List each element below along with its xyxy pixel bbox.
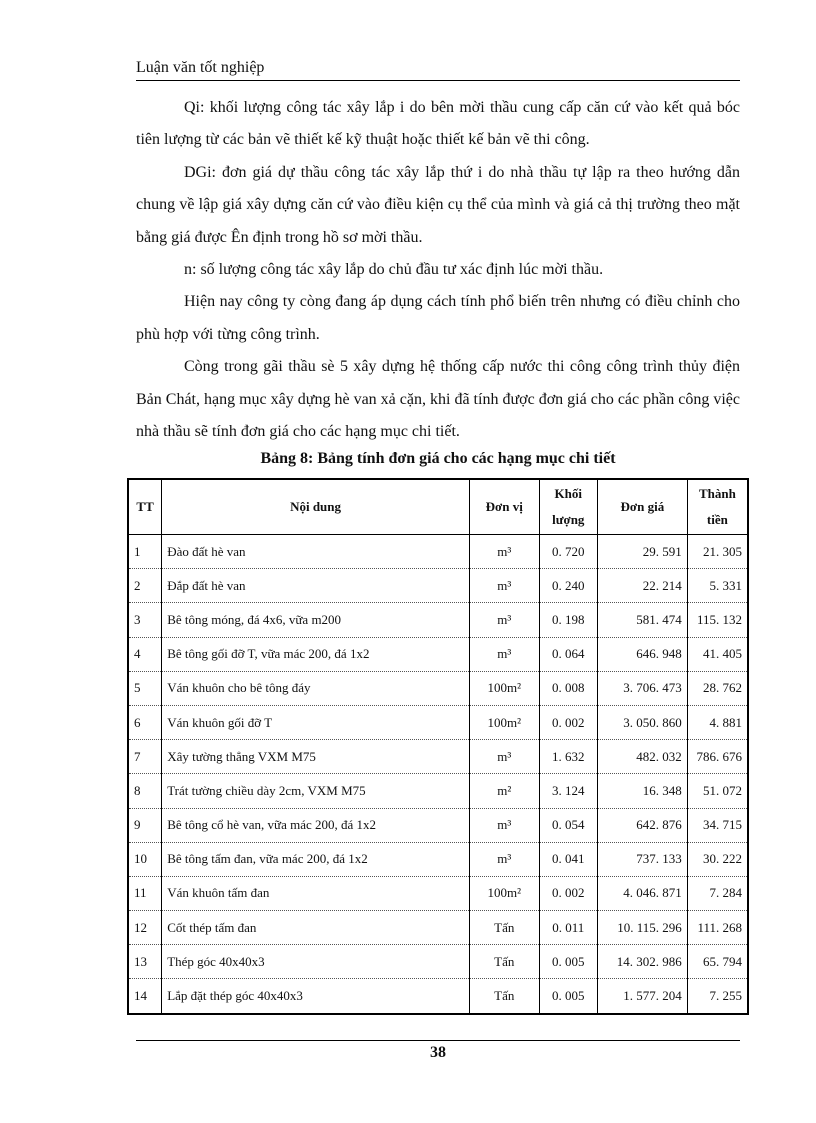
paragraph-package: Còng trong gãi thầu sè 5 xây dựng hệ thống cấp nước thi công công trình thủy điện Bản Chát, hạng mục xây dựng hè van xả cặn, khi đã tính được đơn giá cho các phần công việc nhà thầu sẽ tính đơn giá cho các hạng mục chi tiết. — [136, 358, 740, 441]
table-row — [128, 569, 748, 603]
cell-tt: 1 — [128, 535, 162, 569]
cell-don-vi: m³ — [469, 569, 539, 603]
cell-tt: 13 — [128, 945, 162, 979]
paragraph-qi: Qi: khối lượng công tác xây lắp i do bên mời thầu cung cấp căn cứ vào kết quả bóc tiên lượng từ các bản vẽ thiết kế kỹ thuật hoặc thiết kế bản vẽ thi công. — [136, 99, 740, 149]
cell-don-vi: 100m² — [469, 876, 539, 910]
table-row — [128, 876, 748, 910]
cell-khoi-luong: 0. 005 — [539, 979, 597, 1014]
cell-thanh-tien: 7. 255 — [687, 979, 748, 1014]
cell-khoi-luong: 0. 198 — [539, 603, 597, 637]
cell-khoi-luong: 0. 008 — [539, 671, 597, 705]
cell-don-gia: 3. 050. 860 — [597, 705, 687, 739]
cell-khoi-luong: 1. 632 — [539, 740, 597, 774]
cell-khoi-luong: 0. 011 — [539, 911, 597, 945]
cell-tt: 14 — [128, 979, 162, 1014]
cell-don-gia: 482. 032 — [597, 740, 687, 774]
table-row — [128, 671, 748, 705]
header-title: Luận văn tốt nghiệp — [136, 59, 265, 76]
cell-tt: 12 — [128, 911, 162, 945]
cell-noi-dung: Bê tông móng, đá 4x6, vữa m200 — [162, 603, 470, 637]
cell-don-vi: Tấn — [469, 979, 539, 1014]
cell-khoi-luong: 0. 041 — [539, 842, 597, 876]
cell-don-vi: Tấn — [469, 911, 539, 945]
table-row — [128, 637, 748, 671]
cell-thanh-tien: 30. 222 — [687, 842, 748, 876]
cell-thanh-tien: 28. 762 — [687, 671, 748, 705]
cell-noi-dung: Ván khuôn gối đỡ T — [162, 705, 470, 739]
unit-price-table — [127, 478, 749, 1015]
cell-don-gia: 581. 474 — [597, 603, 687, 637]
cell-tt: 4 — [128, 637, 162, 671]
header-tt: TT — [128, 479, 162, 535]
cell-don-gia: 16. 348 — [597, 774, 687, 808]
cell-thanh-tien: 4. 881 — [687, 705, 748, 739]
cell-khoi-luong: 0. 005 — [539, 945, 597, 979]
cell-don-vi: 100m² — [469, 705, 539, 739]
cell-don-vi: 100m² — [469, 671, 539, 705]
cell-don-vi: m³ — [469, 603, 539, 637]
cell-thanh-tien: 41. 405 — [687, 637, 748, 671]
table-row — [128, 774, 748, 808]
cell-don-gia: 22. 214 — [597, 569, 687, 603]
paragraph-n: n: số lượng công tác xây lắp do chủ đầu tư xác định lúc mời thầu. — [184, 261, 604, 279]
cell-don-gia: 14. 302. 986 — [597, 945, 687, 979]
cell-don-gia: 4. 046. 871 — [597, 876, 687, 910]
table-row — [128, 603, 748, 637]
cell-thanh-tien: 115. 132 — [687, 603, 748, 637]
cell-thanh-tien: 5. 331 — [687, 569, 748, 603]
cell-noi-dung: Đào đất hè van — [162, 535, 470, 569]
table-row — [128, 705, 748, 739]
header-don-vi: Đơn vị — [469, 479, 539, 535]
cell-thanh-tien: 51. 072 — [687, 774, 748, 808]
cell-don-gia: 10. 115. 296 — [597, 911, 687, 945]
cell-don-gia: 3. 706. 473 — [597, 671, 687, 705]
cell-tt: 10 — [128, 842, 162, 876]
cell-thanh-tien: 65. 794 — [687, 945, 748, 979]
table-row — [128, 979, 748, 1014]
cell-khoi-luong: 0. 054 — [539, 808, 597, 842]
cell-thanh-tien: 111. 268 — [687, 911, 748, 945]
cell-don-vi: m³ — [469, 535, 539, 569]
table-row — [128, 808, 748, 842]
cell-thanh-tien: 34. 715 — [687, 808, 748, 842]
cell-khoi-luong: 3. 124 — [539, 774, 597, 808]
cell-noi-dung: Đắp đất hè van — [162, 569, 470, 603]
cell-tt: 5 — [128, 671, 162, 705]
table-body — [128, 535, 748, 1014]
cell-noi-dung: Bê tông tấm đan, vữa mác 200, đá 1x2 — [162, 842, 470, 876]
paragraph-dgi: DGi: đơn giá dự thầu công tác xây lắp thứ i do nhà thầu tự lập ra theo hướng dẫn chung về lập giá xây dựng căn cứ vào điều kiện cụ thể của mình và giá cả thị trường theo mặt bằng giá được Ên định trong hồ sơ mời thầu. — [136, 163, 740, 246]
cell-tt: 8 — [128, 774, 162, 808]
cell-thanh-tien: 21. 305 — [687, 535, 748, 569]
table-row — [128, 842, 748, 876]
table-header-row — [128, 479, 748, 535]
cell-don-vi: m³ — [469, 740, 539, 774]
table-row — [128, 945, 748, 979]
body-text — [136, 92, 740, 448]
cell-noi-dung: Xây tường thẳng VXM M75 — [162, 740, 470, 774]
cell-don-vi: m³ — [469, 637, 539, 671]
cell-thanh-tien: 7. 284 — [687, 876, 748, 910]
cell-khoi-luong: 0. 002 — [539, 876, 597, 910]
cell-don-gia: 642. 876 — [597, 808, 687, 842]
cell-don-gia: 1. 577. 204 — [597, 979, 687, 1014]
cell-thanh-tien: 786. 676 — [687, 740, 748, 774]
cell-don-vi: m³ — [469, 842, 539, 876]
cell-tt: 11 — [128, 876, 162, 910]
header-thanh-tien: Thành tiền — [687, 479, 748, 535]
cell-khoi-luong: 0. 240 — [539, 569, 597, 603]
page-number: 38 — [430, 1044, 446, 1061]
page-header — [136, 58, 740, 81]
cell-don-vi: m² — [469, 774, 539, 808]
cell-noi-dung: Ván khuôn tấm đan — [162, 876, 470, 910]
cell-noi-dung: Cốt thép tấm đan — [162, 911, 470, 945]
cell-noi-dung: Lắp đặt thép góc 40x40x3 — [162, 979, 470, 1014]
cell-don-vi: m³ — [469, 808, 539, 842]
table-row — [128, 740, 748, 774]
cell-khoi-luong: 0. 064 — [539, 637, 597, 671]
table-row — [128, 911, 748, 945]
cell-don-gia: 737. 133 — [597, 842, 687, 876]
cell-noi-dung: Thép góc 40x40x3 — [162, 945, 470, 979]
cell-tt: 7 — [128, 740, 162, 774]
header-noi-dung: Nội dung — [162, 479, 470, 535]
cell-noi-dung: Bê tông cổ hè van, vữa mác 200, đá 1x2 — [162, 808, 470, 842]
cell-khoi-luong: 0. 002 — [539, 705, 597, 739]
cell-tt: 9 — [128, 808, 162, 842]
cell-don-gia: 646. 948 — [597, 637, 687, 671]
paragraph-method: Hiện nay công ty còng đang áp dụng cách tính phổ biến trên nhưng có điều chỉnh cho phù hợp với từng công trình. — [136, 293, 740, 343]
cell-tt: 6 — [128, 705, 162, 739]
header-don-gia: Đơn giá — [597, 479, 687, 535]
cell-khoi-luong: 0. 720 — [539, 535, 597, 569]
cell-tt: 2 — [128, 569, 162, 603]
table-row — [128, 535, 748, 569]
cell-tt: 3 — [128, 603, 162, 637]
cell-don-vi: Tấn — [469, 945, 539, 979]
table-caption: Bảng 8: Bảng tính đơn giá cho các hạng mục chi tiết — [260, 450, 616, 467]
cell-noi-dung: Ván khuôn cho bê tông đáy — [162, 671, 470, 705]
cell-noi-dung: Trát tường chiều dày 2cm, VXM M75 — [162, 774, 470, 808]
footer-rule — [136, 1040, 740, 1041]
header-khoi-luong: Khối lượng — [539, 479, 597, 535]
cell-don-gia: 29. 591 — [597, 535, 687, 569]
cell-noi-dung: Bê tông gối đỡ T, vữa mác 200, đá 1x2 — [162, 637, 470, 671]
